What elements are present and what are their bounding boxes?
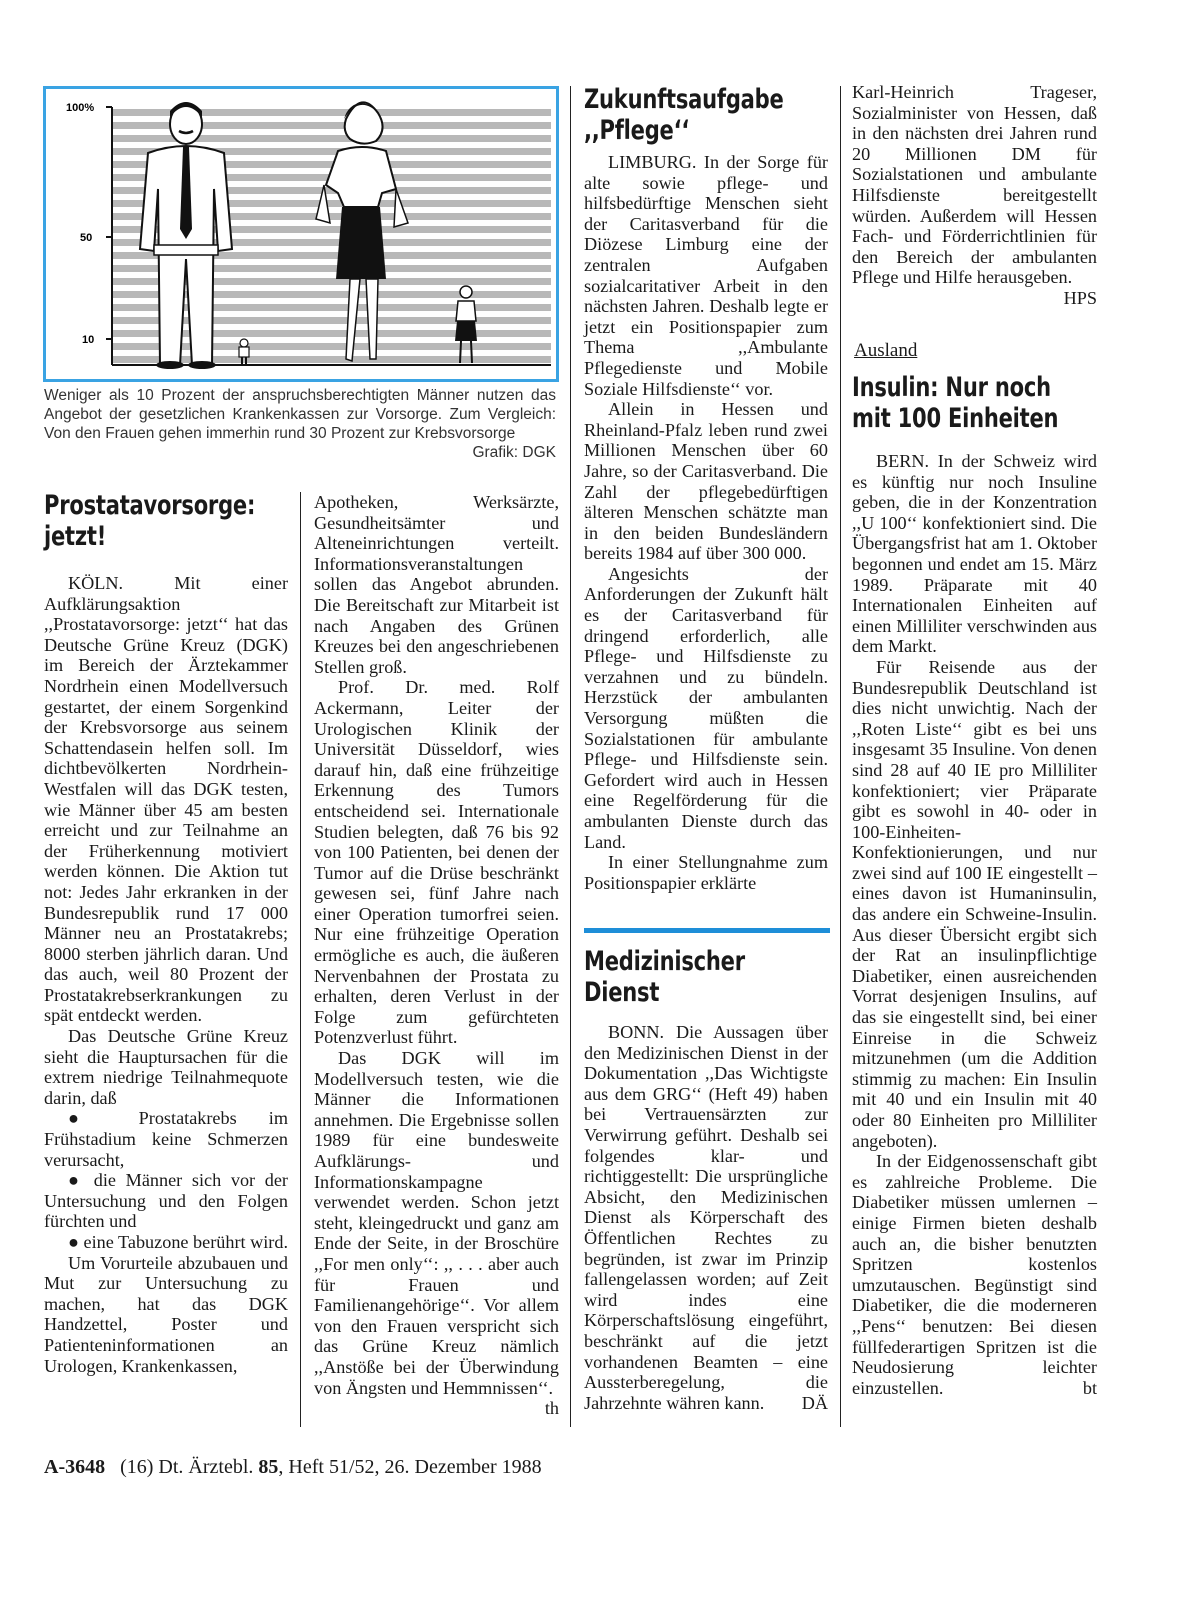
page-reference: A-3648 xyxy=(44,1456,106,1478)
paragraph: BERN. In der Schweiz wird es künftig nur noch Insuline geben, die in der Konzentration ,,U 100‘‘ konfektioniert sind. Die Übergangsfrist hat am 1. Oktober begonnen und endet am 15. März 1989. Präparate mit 40 Internationalen Einheiten auf einen Milliliter verschwinden aus dem Markt. xyxy=(852,451,1097,657)
article-insulin-headline xyxy=(852,372,1117,434)
illustration-figure xyxy=(43,86,559,382)
paragraph: In der Eidgenossenschaft gibt es zahlreiche Probleme. Die Diabetiker müssen umlernen – einige Firmen bieten deshalb auch an, die bisher benutzten Spritzen kostenlos umzutauschen. Begünstigt sind Diabetiker, die die moderneren ,,Pens‘‘ benutzen: Bei diesen füllfederartigen Spritzen ist die Neudosierung leichter einzustellen. bt xyxy=(852,1151,1097,1398)
paragraph: Karl-Heinrich Trageser, Sozialminister von Hessen, daß in den nächsten drei Jahren rund 20 Millionen DM für Sozialstationen und ambulante Hilfsdienste bereitgestellt würden. Außerdem will Hessen Fach- und Förderrichtlinien für den Bereich der ambulanten Pflege und Hilfe herausgeben. HPS xyxy=(852,82,1097,308)
section-label-ausland: Ausland xyxy=(854,340,918,361)
headline-line-1: Insulin: Nur noch xyxy=(852,372,1051,403)
bullet-item: ● Prostatakrebs im Frühstadium keine Schmerzen verursacht, xyxy=(44,1108,288,1170)
bullet-item: ● die Männer sich vor der Untersuchung und den Folgen fürchten und xyxy=(44,1170,288,1232)
issue-suffix: , Heft 51/52, 26. Dezember 1988 xyxy=(278,1456,542,1478)
column-rule xyxy=(840,86,841,1427)
volume-number: 85 xyxy=(258,1456,279,1478)
axis-tick-50: 50 xyxy=(80,232,93,244)
axis-tick-100: 100% xyxy=(66,102,95,114)
paragraph: Für Reisende aus der Bundesrepublik Deutschland ist dies nicht unwichtig. Nach der ,,Roten Liste‘‘ gibt es bei uns insgesamt 35 Insuline. Von denen sind 28 auf 40 IE pro Milliliter konfektioniert; vier Präparate gibt es sowohl in 40- oder in 100-Einheiten-Konfektionierungen, und nur zwei sind auf 100 IE eingestellt – eines davon ist Humaninsulin, das andere ein Schweine-Insulin. Aus dieser Übersicht ergibt sich der Rat an insulinpflichtige Diabetiker, einen ausreichenden Vorrat desjenigen Insulins, auf das sie eingestellt sind, bei einer Einreise in die Schweiz mitzunehmen (um die Addition stimmig zu machen: Ein Insulin mit 40 und ein Insulin mit 40 oder 80 Einheiten pro Milliliter angeboten). xyxy=(852,656,1097,1151)
man-figure-large xyxy=(140,102,232,369)
illustration-graphic xyxy=(46,89,556,379)
article-dienst-headline xyxy=(584,946,790,1008)
headline-line-2: Dienst xyxy=(584,977,660,1008)
paragraph: Allein in Hessen und Rheinland-Pfalz leben rund zwei Millionen Menschen über 60 Jahre, so der Caritasverband. Die Zahl der pflegebedürftigen älteren Menschen schätzte man in den beiden Bundesländern bereits 1984 auf über 300 000. xyxy=(584,399,828,564)
paragraph: Apotheken, Werksärzte, Gesundheitsämter und Alteneinrichtungen verteilt. Informationsveranstaltungen sollen das Angebot abrunden. Die Bereitschaft zur Mitarbeit ist nach Angaben des Grünen Kreuzes bei den angeschriebenen Stellen groß. xyxy=(314,492,559,677)
paragraph: Das Deutsche Grüne Kreuz sieht die Hauptursachen für die extrem niedrige Teilnahmequote darin, daß xyxy=(44,1026,288,1108)
paragraph: Das DGK will im Modellversuch testen, wie die Männer die Informationen annehmen. Die Ergebnisse sollen 1989 für eine bundesweite Aufklärungs- und Informationskampagne verwendet werden. Schon jetzt steht, kleingedruckt und ganz am Ende der Seite, in der Broschüre ,,For men only‘‘: ,, . . . aber auch für Frauen und Familienangehörige‘‘. Vor allem von den Frauen verspricht sich das Grüne Kreuz nämlich ,,Anstöße bei der Überwindung von Ängsten und Hemmnissen‘‘. th xyxy=(314,1048,559,1419)
paragraph: In einer Stellungnahme zum Positionspapier erklärte xyxy=(584,852,828,893)
figure-caption-text: Weniger als 10 Prozent der anspruchsberechtigten Männer nutzen das Angebot der gesetzlichen Krankenkassen zur Vorsorge. Zum Vergleich: Von den Frauen gehen immerhin rund 30 Prozent zur Krebsvorsorge xyxy=(44,387,556,442)
signoff: DÄ xyxy=(801,1392,828,1413)
headline-line-2: ,,Pflege‘‘ xyxy=(584,115,690,146)
headline-line-1: Zukunftsaufgabe xyxy=(584,84,784,115)
article-pflege-headline xyxy=(584,84,840,146)
issue-prefix: (16) Dt. Ärztebl. xyxy=(120,1456,254,1478)
article-prostata-col1 xyxy=(44,573,288,1376)
article-pflege-body xyxy=(584,152,828,893)
paragraph: Um Vorurteile abzubauen und Mut zur Untersuchung zu machen, hat das DGK Handzettel, Poster und Patienteninformationen an Urologen, Krankenkassen, xyxy=(44,1252,288,1376)
signoff: HPS xyxy=(1063,287,1097,308)
bullet-item: ● eine Tabuzone berührt wird. xyxy=(68,1232,288,1252)
paragraph: LIMBURG. In der Sorge für alte sowie pflege- und hilfsbedürftige Menschen sieht der Caritasverband für die Diözese Limburg eine der zentralen Aufgaben sozialcaritativer Arbeit in den nächsten Jahren. Deshalb legte er jetzt ein Positionspapier zum Thema ,,Ambulante Pflegedienste und Mobile Soziale Hilfsdienste‘‘ vor. xyxy=(584,152,828,399)
figure-credit: Grafik: DGK xyxy=(472,444,556,461)
article-dienst-body xyxy=(584,1022,828,1413)
figure-caption xyxy=(44,386,556,462)
column-rule xyxy=(570,86,571,1427)
headline-line-2: jetzt! xyxy=(44,521,107,552)
paragraph: BONN. Die Aussagen über den Medizinischen Dienst in der Dokumentation ,,Das Wichtigste aus dem GRG‘‘ (Heft 49) haben bei Vertrauensärzten zur Verwirrung geführt. Deshalb sei folgendes klar- und richtiggestellt: Die ursprüngliche Absicht, den Medizinischen Dienst als Körperschaft des Öffentlichen Rechtes zu begründen, ist zwar im Prinzip fallengelassen worden; auf Zeit wird indes eine Körperschaftslösung eingeführt, beschränkt auf die jetzt vorhandenen Beamten – eine Aussterberegelung, die Jahrzehnte währen kann. DÄ xyxy=(584,1022,828,1413)
signoff: bt xyxy=(1082,1377,1097,1398)
paragraph: KÖLN. Mit einer Aufklärungsaktion ,,Prostatavorsorge: jetzt‘‘ hat das Deutsche Grüne Kreuz (DGK) im Bereich der Ärztekammer Nordrhein einen Modellversuch gestartet, der einem Sorgenkind der Krebsvorsorge aus seinem Schattendasein helfen soll. Im dichtbevölkerten Nordrhein-Westfalen will das DGK testen, wie Männer über 45 am besten erreicht und zur Teilnahme an der Früherkennung motiviert werden können. Die Aktion tut not: Jedes Jahr erkranken in der Bundesrepublik rund 17 000 Männer neu an Prostatakrebs; 8000 sterben jährlich daran. Und das auch, weil 80 Prozent der Prostatakrebserkrankungen zu spät entdeckt werden. xyxy=(44,573,288,1026)
section-divider xyxy=(584,928,830,933)
paragraph: Angesichts der Anforderungen der Zukunft hält es der Caritasverband für dringend erforderlich, alle Pflege- und Hilfsdienste zu verzahnen und zu bündeln. Herzstück der ambulanten Versorgung müßten die Sozialstationen für ambulante Pflege- und Hilfsdienste sein. Gefordert wird auch in Hessen eine Regelförderung für die ambulanten Dienste durch das Land. xyxy=(584,563,828,852)
article-insulin-body xyxy=(852,451,1097,1398)
signoff: th xyxy=(544,1398,559,1419)
article-prostata-headline xyxy=(44,490,315,552)
headline-line-1: Prostatavorsorge: xyxy=(44,490,256,521)
axis-tick-10: 10 xyxy=(82,334,95,346)
paragraph: Prof. Dr. med. Rolf Ackermann, Leiter der Urologischen Klinik der Universität Düsseldorf, wies darauf hin, daß eine frühzeitige Erkennung des Tumors entscheidend sei. Internationale Studien belegten, daß 76 bis 92 von 100 Patienten, bei denen der Tumor auf die Drüse beschränkt gewesen sei, fünf Jahre nach einer Operation tumorfrei seien. Nur eine frühzeitige Operation ermögliche es auch, die äußeren Nervenbahnen der Prostata zu erhalten, deren Verlust in der Folge zum gefürchteten Potenzverlust führt. xyxy=(314,677,559,1048)
article-pflege-continued xyxy=(852,82,1097,309)
article-prostata-col2 xyxy=(314,492,559,1419)
page-footer xyxy=(44,1456,542,1479)
headline-line-2: mit 100 Einheiten xyxy=(852,403,1059,434)
column-rule xyxy=(300,492,301,1427)
headline-line-1: Medizinischer xyxy=(584,946,745,977)
